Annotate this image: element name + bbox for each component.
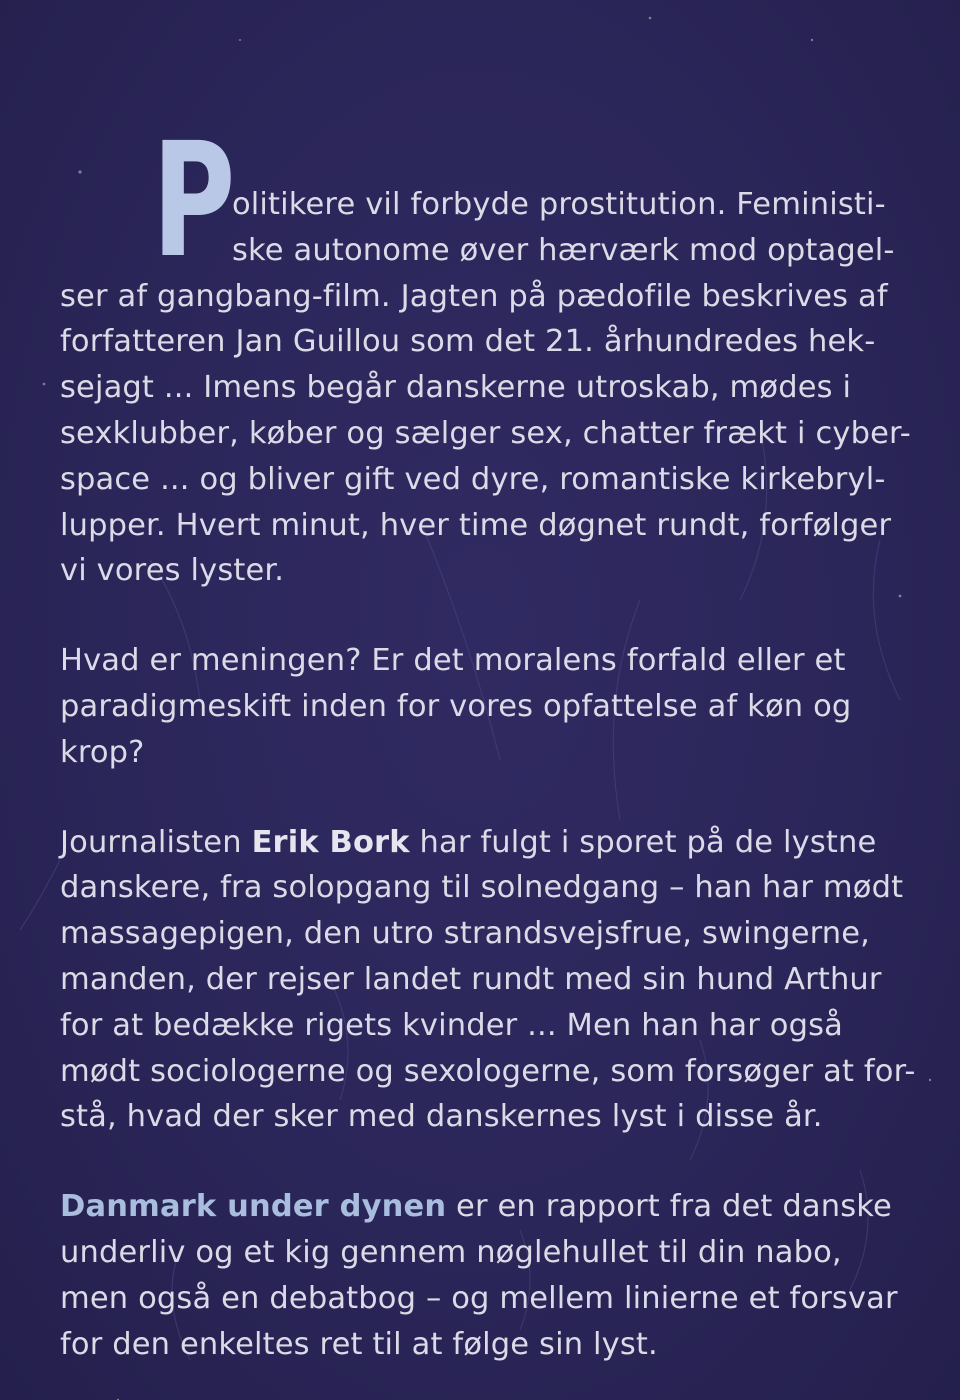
text-line: men også en debatbog – og mellem linierne et forsvar [60,1280,898,1316]
summary-first-suffix: er en rapport fra det danske [446,1189,892,1225]
back-cover-text [60,109,920,1400]
text-line: danskere, fra solopgang til solnedgang – han har mødt [60,870,904,906]
text-line: space ... og bliver gift ved dyre, romantiske kirkebryl- [60,461,886,497]
text-line: massagepigen, den utro strandsvejsfrue, swingerne, [60,916,871,952]
text-line: ser af gangbang-film. Jagten på pædofile beskrives af [60,278,888,314]
text-line: forfatteren Jan Guillou som det 21. århundredes hek- [60,324,876,360]
text-line: sexklubber, køber og sælger sex, chatter frækt i cyber- [60,415,911,451]
text-line: sejagt ... Imens begår danskerne utroskab, mødes i [60,370,852,406]
author-intro-text: Journalisten [60,824,252,860]
text-line: paradigmeskift inden for vores opfattelse af køn og [60,688,852,724]
question-paragraph [60,638,920,775]
text-line [60,1184,920,1230]
text-line: lupper. Hvert minut, hver time døgnet rundt, forfølger [60,507,892,543]
text-line: underliv og et kig gennem nøglehullet til din nabo, [60,1234,842,1270]
author-paragraph [60,820,920,1141]
text-line: vi vores lyster. [60,553,285,589]
summary-paragraph [60,1184,920,1367]
author-intro-suffix: har fulgt i sporet på de lystne [409,824,877,860]
text-line: for at bedække rigets kvinder ... Men han har også [60,1007,843,1043]
intro-paragraph [60,109,920,594]
text-line: Hvad er meningen? Er det moralens forfald eller et [60,643,846,679]
text-line: ske autonome øver hærværk mod optagel- [232,232,895,268]
text-line: krop? [60,734,145,770]
text-line: olitikere vil forbyde prostitution. Feministi- [232,187,886,222]
text-line: mødt sociologerne og sexologerne, som forsøger at for- [60,1053,916,1089]
drop-cap: P [152,109,236,293]
book-title: Danmark under dynen [60,1189,447,1225]
text-line [60,820,920,866]
author-name: Erik Bork [251,824,410,860]
text-line: for den enkeltes ret til at følge sin lyst. [60,1326,658,1362]
text-line: manden, der rejser landet rundt med sin hund Arthur [60,961,882,997]
text-line: stå, hvad der sker med danskernes lyst i disse år. [60,1099,823,1135]
